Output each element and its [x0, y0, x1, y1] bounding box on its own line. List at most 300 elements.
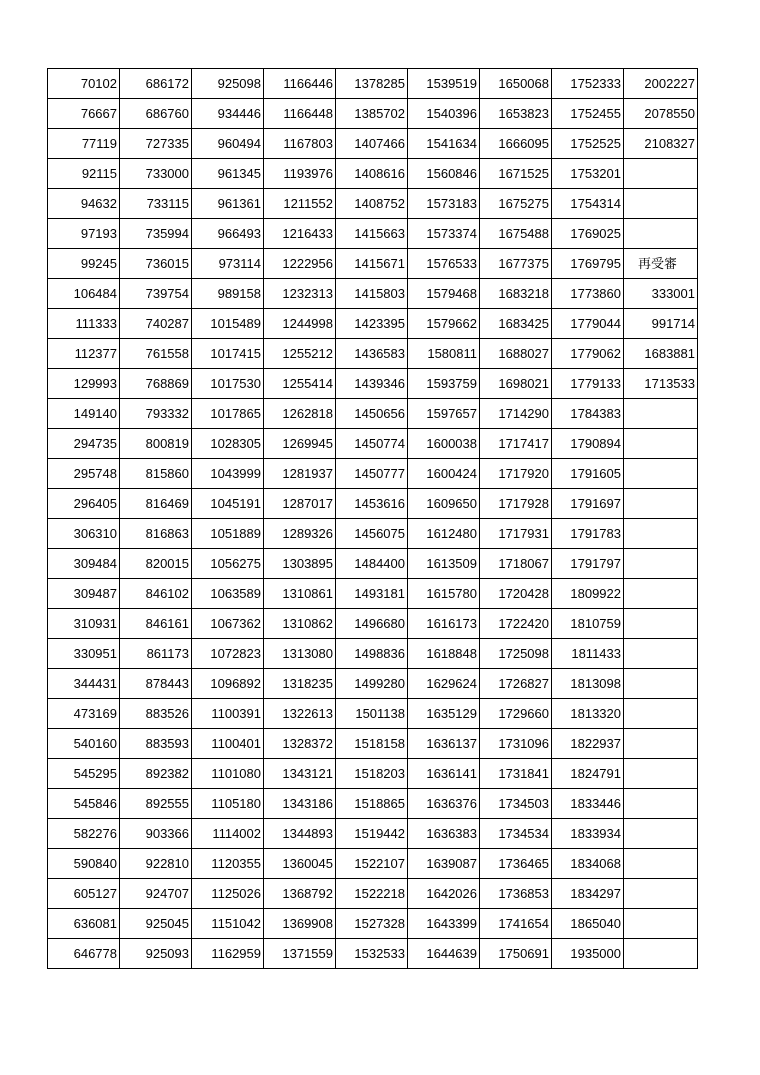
table-cell: 1518203	[336, 759, 408, 789]
table-cell: 686172	[120, 69, 192, 99]
table-cell: 310931	[48, 609, 120, 639]
table-cell: 1779133	[552, 369, 624, 399]
table-cell: 1498836	[336, 639, 408, 669]
table-cell: 2108327	[624, 129, 698, 159]
table-cell: 1322613	[264, 699, 336, 729]
table-cell: 1303895	[264, 549, 336, 579]
table-cell: 1450777	[336, 459, 408, 489]
table-row	[48, 879, 698, 909]
table-cell: 1579468	[408, 279, 480, 309]
table-row	[48, 669, 698, 699]
table-cell: 1713533	[624, 369, 698, 399]
table-cell: 1609650	[408, 489, 480, 519]
table-row	[48, 69, 698, 99]
table-cell	[624, 699, 698, 729]
table-cell: 1281937	[264, 459, 336, 489]
table-cell: 296405	[48, 489, 120, 519]
table-cell: 1539519	[408, 69, 480, 99]
table-cell: 1722420	[480, 609, 552, 639]
table-cell	[624, 189, 698, 219]
table-cell: 1369908	[264, 909, 336, 939]
number-table-body	[48, 69, 698, 969]
table-cell: 1698021	[480, 369, 552, 399]
table-cell: 590840	[48, 849, 120, 879]
table-cell: 1408616	[336, 159, 408, 189]
table-cell: 922810	[120, 849, 192, 879]
table-cell: 77119	[48, 129, 120, 159]
table-cell	[624, 759, 698, 789]
table-cell: 1166446	[264, 69, 336, 99]
table-cell: 540160	[48, 729, 120, 759]
table-cell: 1629624	[408, 669, 480, 699]
table-cell: 1731096	[480, 729, 552, 759]
table-cell: 99245	[48, 249, 120, 279]
table-cell: 883593	[120, 729, 192, 759]
table-row	[48, 639, 698, 669]
table-cell: 1769025	[552, 219, 624, 249]
table-cell	[624, 909, 698, 939]
table-cell: 1371559	[264, 939, 336, 969]
table-cell	[624, 459, 698, 489]
table-cell: 1100401	[192, 729, 264, 759]
table-cell: 1211552	[264, 189, 336, 219]
table-row	[48, 339, 698, 369]
table-cell: 989158	[192, 279, 264, 309]
table-cell: 793332	[120, 399, 192, 429]
table-cell: 1456075	[336, 519, 408, 549]
table-cell: 1779044	[552, 309, 624, 339]
table-cell: 883526	[120, 699, 192, 729]
table-cell: 97193	[48, 219, 120, 249]
table-cell: 1162959	[192, 939, 264, 969]
table-cell	[624, 879, 698, 909]
table-cell: 861173	[120, 639, 192, 669]
table-cell: 112377	[48, 339, 120, 369]
table-cell: 1289326	[264, 519, 336, 549]
table-cell: 309484	[48, 549, 120, 579]
table-cell: 1560846	[408, 159, 480, 189]
table-cell: 1736853	[480, 879, 552, 909]
table-cell: 1600038	[408, 429, 480, 459]
table-row	[48, 189, 698, 219]
table-cell: 1310861	[264, 579, 336, 609]
table-cell: 2002227	[624, 69, 698, 99]
table-cell: 636081	[48, 909, 120, 939]
table-cell: 1255212	[264, 339, 336, 369]
table-cell	[624, 609, 698, 639]
table-row	[48, 609, 698, 639]
table-row	[48, 129, 698, 159]
table-cell: 816469	[120, 489, 192, 519]
table-cell: 1114002	[192, 819, 264, 849]
table-row	[48, 729, 698, 759]
table-cell: 1636141	[408, 759, 480, 789]
table-cell: 1378285	[336, 69, 408, 99]
table-cell: 733000	[120, 159, 192, 189]
table-cell: 1056275	[192, 549, 264, 579]
table-cell: 1734503	[480, 789, 552, 819]
table-cell: 1385702	[336, 99, 408, 129]
table-cell: 1573374	[408, 219, 480, 249]
table-cell: 再受審	[624, 249, 698, 279]
table-cell	[624, 789, 698, 819]
table-row	[48, 909, 698, 939]
table-cell: 1833446	[552, 789, 624, 819]
table-row	[48, 549, 698, 579]
table-cell: 925093	[120, 939, 192, 969]
table-cell: 1675275	[480, 189, 552, 219]
table-cell: 1407466	[336, 129, 408, 159]
table-cell: 129993	[48, 369, 120, 399]
table-cell: 1639087	[408, 849, 480, 879]
table-cell: 1810759	[552, 609, 624, 639]
table-cell: 94632	[48, 189, 120, 219]
table-cell: 1166448	[264, 99, 336, 129]
table-cell: 1017415	[192, 339, 264, 369]
table-cell: 1675488	[480, 219, 552, 249]
table-cell: 1541634	[408, 129, 480, 159]
table-cell	[624, 489, 698, 519]
table-cell: 1313080	[264, 639, 336, 669]
table-cell: 727335	[120, 129, 192, 159]
table-cell: 966493	[192, 219, 264, 249]
table-cell: 1822937	[552, 729, 624, 759]
table-cell: 1269945	[264, 429, 336, 459]
table-cell: 800819	[120, 429, 192, 459]
table-cell: 1100391	[192, 699, 264, 729]
table-cell: 330951	[48, 639, 120, 669]
table-cell: 1666095	[480, 129, 552, 159]
table-cell	[624, 399, 698, 429]
table-cell: 924707	[120, 879, 192, 909]
table-cell: 1287017	[264, 489, 336, 519]
table-cell: 1540396	[408, 99, 480, 129]
table-cell: 1105180	[192, 789, 264, 819]
table-cell	[624, 519, 698, 549]
table-cell	[624, 939, 698, 969]
table-cell: 1519442	[336, 819, 408, 849]
table-cell: 846161	[120, 609, 192, 639]
table-cell: 1834297	[552, 879, 624, 909]
table-row	[48, 579, 698, 609]
table-cell	[624, 849, 698, 879]
table-cell: 149140	[48, 399, 120, 429]
table-cell: 1318235	[264, 669, 336, 699]
table-cell: 1720428	[480, 579, 552, 609]
table-cell	[624, 219, 698, 249]
table-cell: 1653823	[480, 99, 552, 129]
table-cell: 925098	[192, 69, 264, 99]
table-cell	[624, 669, 698, 699]
table-cell: 1613509	[408, 549, 480, 579]
table-cell: 1791697	[552, 489, 624, 519]
table-cell: 815860	[120, 459, 192, 489]
table-cell: 1222956	[264, 249, 336, 279]
table-cell: 333001	[624, 279, 698, 309]
table-cell: 961345	[192, 159, 264, 189]
table-cell: 1635129	[408, 699, 480, 729]
table-cell: 1597657	[408, 399, 480, 429]
table-cell: 1791797	[552, 549, 624, 579]
table-cell: 1636137	[408, 729, 480, 759]
table-cell: 1734534	[480, 819, 552, 849]
table-cell: 1717928	[480, 489, 552, 519]
table-cell: 1499280	[336, 669, 408, 699]
table-row	[48, 219, 698, 249]
table-cell: 1484400	[336, 549, 408, 579]
table-cell: 1450656	[336, 399, 408, 429]
table-cell: 1328372	[264, 729, 336, 759]
table-cell: 1729660	[480, 699, 552, 729]
table-cell: 1717920	[480, 459, 552, 489]
table-row	[48, 489, 698, 519]
table-cell: 1752525	[552, 129, 624, 159]
table-row	[48, 789, 698, 819]
table-cell: 735994	[120, 219, 192, 249]
table-cell: 294735	[48, 429, 120, 459]
table-cell: 1120355	[192, 849, 264, 879]
table-cell: 1101080	[192, 759, 264, 789]
table-cell: 1784383	[552, 399, 624, 429]
table-cell: 820015	[120, 549, 192, 579]
table-cell: 1834068	[552, 849, 624, 879]
table-cell: 1232313	[264, 279, 336, 309]
table-cell: 1718067	[480, 549, 552, 579]
table-cell: 111333	[48, 309, 120, 339]
table-cell: 1360045	[264, 849, 336, 879]
table-cell: 1017865	[192, 399, 264, 429]
table-cell: 1811433	[552, 639, 624, 669]
table-cell: 878443	[120, 669, 192, 699]
table-cell: 1216433	[264, 219, 336, 249]
table-row	[48, 459, 698, 489]
table-cell: 1043999	[192, 459, 264, 489]
number-table	[47, 68, 698, 969]
table-cell: 1752333	[552, 69, 624, 99]
table-cell: 1650068	[480, 69, 552, 99]
table-cell: 1310862	[264, 609, 336, 639]
table-cell: 92115	[48, 159, 120, 189]
table-cell	[624, 729, 698, 759]
table-cell: 903366	[120, 819, 192, 849]
table-cell: 1683881	[624, 339, 698, 369]
table-cell: 1677375	[480, 249, 552, 279]
table-cell: 545846	[48, 789, 120, 819]
table-cell: 1769795	[552, 249, 624, 279]
table-cell: 736015	[120, 249, 192, 279]
table-cell: 473169	[48, 699, 120, 729]
table-cell	[624, 639, 698, 669]
table-cell: 892382	[120, 759, 192, 789]
table-cell: 605127	[48, 879, 120, 909]
table-cell: 1779062	[552, 339, 624, 369]
table-cell: 1636376	[408, 789, 480, 819]
table-cell: 1151042	[192, 909, 264, 939]
table-cell	[624, 549, 698, 579]
table-row	[48, 519, 698, 549]
table-row	[48, 399, 698, 429]
table-cell: 1935000	[552, 939, 624, 969]
table-cell: 1642026	[408, 879, 480, 909]
table-row	[48, 279, 698, 309]
table-row	[48, 819, 698, 849]
table-cell: 1518865	[336, 789, 408, 819]
table-cell: 1015489	[192, 309, 264, 339]
table-cell: 1791605	[552, 459, 624, 489]
table-cell: 1415671	[336, 249, 408, 279]
table-cell: 1045191	[192, 489, 264, 519]
table-cell: 1688027	[480, 339, 552, 369]
table-row	[48, 429, 698, 459]
table-cell: 1683218	[480, 279, 552, 309]
table-cell: 1616173	[408, 609, 480, 639]
table-cell: 1717417	[480, 429, 552, 459]
table-cell: 1725098	[480, 639, 552, 669]
table-row	[48, 309, 698, 339]
table-cell: 1636383	[408, 819, 480, 849]
table-cell: 344431	[48, 669, 120, 699]
table-cell: 961361	[192, 189, 264, 219]
table-cell: 1736465	[480, 849, 552, 879]
table-cell: 846102	[120, 579, 192, 609]
table-cell: 1522218	[336, 879, 408, 909]
table-row	[48, 249, 698, 279]
table-cell: 1671525	[480, 159, 552, 189]
table-cell: 1714290	[480, 399, 552, 429]
table-cell: 1262818	[264, 399, 336, 429]
table-cell: 1436583	[336, 339, 408, 369]
table-cell	[624, 819, 698, 849]
table-cell: 306310	[48, 519, 120, 549]
table-cell: 1717931	[480, 519, 552, 549]
table-cell: 1644639	[408, 939, 480, 969]
table-cell: 816863	[120, 519, 192, 549]
table-cell: 646778	[48, 939, 120, 969]
table-cell: 1527328	[336, 909, 408, 939]
table-cell: 1167803	[264, 129, 336, 159]
table-cell: 1790894	[552, 429, 624, 459]
table-cell: 106484	[48, 279, 120, 309]
table-row	[48, 939, 698, 969]
table-cell: 925045	[120, 909, 192, 939]
table-cell: 76667	[48, 99, 120, 129]
table-cell: 1833934	[552, 819, 624, 849]
table-cell: 1051889	[192, 519, 264, 549]
table-cell: 1343186	[264, 789, 336, 819]
table-cell: 1415803	[336, 279, 408, 309]
table-cell: 1096892	[192, 669, 264, 699]
table-cell: 1368792	[264, 879, 336, 909]
table-cell: 739754	[120, 279, 192, 309]
table-cell: 1518158	[336, 729, 408, 759]
table-cell: 1750691	[480, 939, 552, 969]
table-cell: 1576533	[408, 249, 480, 279]
table-cell: 1579662	[408, 309, 480, 339]
table-row	[48, 849, 698, 879]
table-cell: 761558	[120, 339, 192, 369]
table-cell	[624, 579, 698, 609]
table-cell: 1408752	[336, 189, 408, 219]
table-cell: 1618848	[408, 639, 480, 669]
table-cell: 768869	[120, 369, 192, 399]
table-cell: 740287	[120, 309, 192, 339]
table-cell: 545295	[48, 759, 120, 789]
table-cell: 1726827	[480, 669, 552, 699]
table-cell: 1532533	[336, 939, 408, 969]
table-cell: 1580811	[408, 339, 480, 369]
table-cell: 973114	[192, 249, 264, 279]
table-cell	[624, 159, 698, 189]
table-cell: 1741654	[480, 909, 552, 939]
table-cell: 1754314	[552, 189, 624, 219]
table-cell: 1615780	[408, 579, 480, 609]
table-cell: 1683425	[480, 309, 552, 339]
table-cell: 1067362	[192, 609, 264, 639]
table-cell: 1072823	[192, 639, 264, 669]
table-cell: 1791783	[552, 519, 624, 549]
table-cell: 686760	[120, 99, 192, 129]
table-cell: 582276	[48, 819, 120, 849]
table-cell: 1450774	[336, 429, 408, 459]
table-cell: 2078550	[624, 99, 698, 129]
table-cell: 934446	[192, 99, 264, 129]
table-cell: 70102	[48, 69, 120, 99]
table-cell: 1343121	[264, 759, 336, 789]
table-cell: 1600424	[408, 459, 480, 489]
table-cell: 1824791	[552, 759, 624, 789]
table-cell: 1752455	[552, 99, 624, 129]
table-cell: 1865040	[552, 909, 624, 939]
table-row	[48, 99, 698, 129]
table-cell: 1453616	[336, 489, 408, 519]
table-row	[48, 699, 698, 729]
table-cell	[624, 429, 698, 459]
table-cell: 1753201	[552, 159, 624, 189]
table-cell: 1522107	[336, 849, 408, 879]
table-cell: 960494	[192, 129, 264, 159]
table-cell: 1813320	[552, 699, 624, 729]
table-cell: 295748	[48, 459, 120, 489]
table-cell: 1344893	[264, 819, 336, 849]
table-cell: 1773860	[552, 279, 624, 309]
table-row	[48, 159, 698, 189]
table-cell: 1809922	[552, 579, 624, 609]
table-cell: 309487	[48, 579, 120, 609]
table-row	[48, 369, 698, 399]
table-cell: 1125026	[192, 879, 264, 909]
table-cell: 1731841	[480, 759, 552, 789]
table-cell: 1193976	[264, 159, 336, 189]
table-cell: 1573183	[408, 189, 480, 219]
table-cell: 1593759	[408, 369, 480, 399]
table-cell: 1028305	[192, 429, 264, 459]
table-cell: 991714	[624, 309, 698, 339]
table-cell: 1439346	[336, 369, 408, 399]
table-cell: 1493181	[336, 579, 408, 609]
table-cell: 1643399	[408, 909, 480, 939]
table-cell: 1415663	[336, 219, 408, 249]
table-cell: 1496680	[336, 609, 408, 639]
table-cell: 1063589	[192, 579, 264, 609]
table-cell: 1423395	[336, 309, 408, 339]
table-row	[48, 759, 698, 789]
table-cell: 1017530	[192, 369, 264, 399]
table-cell: 1244998	[264, 309, 336, 339]
table-cell: 892555	[120, 789, 192, 819]
table-cell: 733115	[120, 189, 192, 219]
table-cell: 1255414	[264, 369, 336, 399]
table-cell: 1813098	[552, 669, 624, 699]
